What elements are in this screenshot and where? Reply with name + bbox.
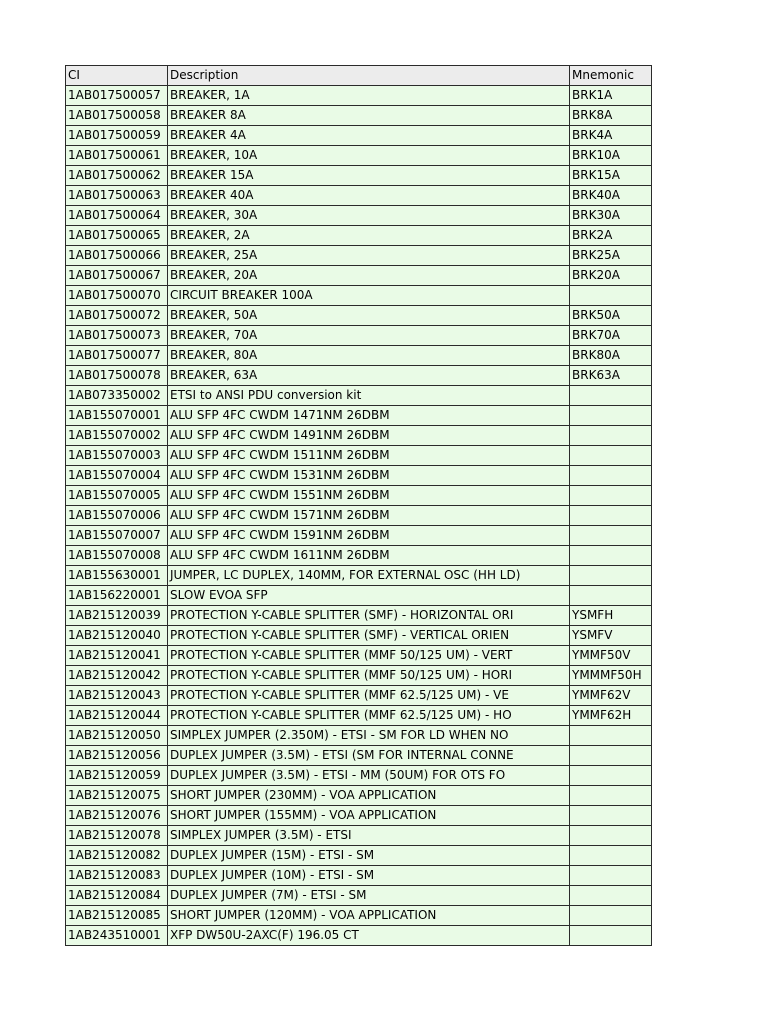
cell-description: XFP DW50U-2AXC(F) 196.05 CT [168,926,570,946]
cell-mnemonic: BRK4A [570,126,652,146]
cell-ci: 1AB017500059 [66,126,168,146]
table-row [66,386,652,406]
cell-ci: 1AB017500065 [66,226,168,246]
cell-description: BREAKER, 1A [168,86,570,106]
cell-mnemonic: YMMF50V [570,646,652,666]
table-row [66,646,652,666]
cell-description: BREAKER, 70A [168,326,570,346]
cell-ci: 1AB215120085 [66,906,168,926]
cell-description: PROTECTION Y-CABLE SPLITTER (SMF) - HORIZONTAL ORI [168,606,570,626]
cell-ci: 1AB017500077 [66,346,168,366]
table-row [66,266,652,286]
table-row [66,626,652,646]
cell-ci: 1AB017500062 [66,166,168,186]
column-header-ci: CI [66,66,168,86]
cell-description: BREAKER, 80A [168,346,570,366]
table-row [66,486,652,506]
cell-description: PROTECTION Y-CABLE SPLITTER (SMF) - VERTICAL ORIEN [168,626,570,646]
cell-mnemonic [570,566,652,586]
cell-mnemonic: BRK2A [570,226,652,246]
cell-description: PROTECTION Y-CABLE SPLITTER (MMF 62.5/125 UM) - VE [168,686,570,706]
cell-mnemonic [570,786,652,806]
cell-description: BREAKER, 63A [168,366,570,386]
cell-mnemonic [570,526,652,546]
cell-description: ALU SFP 4FC CWDM 1491NM 26DBM [168,426,570,446]
cell-ci: 1AB215120043 [66,686,168,706]
cell-description: SHORT JUMPER (230MM) - VOA APPLICATION [168,786,570,806]
table-row [66,826,652,846]
cell-description: ALU SFP 4FC CWDM 1611NM 26DBM [168,546,570,566]
cell-mnemonic [570,386,652,406]
table-row [66,126,652,146]
cell-ci: 1AB073350002 [66,386,168,406]
cell-ci: 1AB215120076 [66,806,168,826]
table-row [66,566,652,586]
cell-ci: 1AB215120039 [66,606,168,626]
table-row [66,666,652,686]
cell-description: BREAKER, 10A [168,146,570,166]
cell-ci: 1AB155070008 [66,546,168,566]
cell-mnemonic [570,766,652,786]
table-row [66,766,652,786]
cell-ci: 1AB155070002 [66,426,168,446]
cell-ci: 1AB215120082 [66,846,168,866]
cell-mnemonic: BRK63A [570,366,652,386]
cell-mnemonic: YSMFH [570,606,652,626]
cell-description: BREAKER 4A [168,126,570,146]
cell-description: PROTECTION Y-CABLE SPLITTER (MMF 50/125 UM) - VERT [168,646,570,666]
cell-description: BREAKER, 30A [168,206,570,226]
cell-ci: 1AB215120083 [66,866,168,886]
cell-mnemonic [570,906,652,926]
cell-mnemonic [570,826,652,846]
cell-mnemonic [570,926,652,946]
parts-table [65,65,652,946]
cell-mnemonic: BRK25A [570,246,652,266]
cell-description: BREAKER, 2A [168,226,570,246]
table-row [66,886,652,906]
table-row [66,546,652,566]
cell-mnemonic [570,886,652,906]
cell-mnemonic [570,726,652,746]
cell-mnemonic [570,846,652,866]
cell-ci: 1AB215120041 [66,646,168,666]
cell-description: BREAKER 15A [168,166,570,186]
table-row [66,606,652,626]
table-row [66,426,652,446]
cell-mnemonic [570,466,652,486]
cell-ci: 1AB215120040 [66,626,168,646]
cell-description: JUMPER, LC DUPLEX, 140MM, FOR EXTERNAL OSC (HH LD) [168,566,570,586]
table-row [66,686,652,706]
table-row [66,246,652,266]
table-row [66,586,652,606]
cell-ci: 1AB017500078 [66,366,168,386]
cell-mnemonic [570,406,652,426]
cell-ci: 1AB017500061 [66,146,168,166]
cell-ci: 1AB155070007 [66,526,168,546]
cell-mnemonic [570,506,652,526]
cell-mnemonic: YMMF62H [570,706,652,726]
table-row [66,206,652,226]
cell-mnemonic [570,586,652,606]
cell-ci: 1AB017500070 [66,286,168,306]
cell-ci: 1AB017500067 [66,266,168,286]
cell-mnemonic: BRK8A [570,106,652,126]
cell-description: ALU SFP 4FC CWDM 1511NM 26DBM [168,446,570,466]
cell-description: CIRCUIT BREAKER 100A [168,286,570,306]
cell-mnemonic: BRK15A [570,166,652,186]
cell-mnemonic [570,486,652,506]
cell-ci: 1AB215120084 [66,886,168,906]
table-row [66,746,652,766]
cell-mnemonic [570,866,652,886]
cell-ci: 1AB017500057 [66,86,168,106]
column-header-description: Description [168,66,570,86]
cell-description: BREAKER 40A [168,186,570,206]
cell-mnemonic: BRK20A [570,266,652,286]
table-row [66,726,652,746]
cell-description: ALU SFP 4FC CWDM 1571NM 26DBM [168,506,570,526]
cell-ci: 1AB017500066 [66,246,168,266]
header-row [66,66,652,86]
table-row [66,806,652,826]
cell-description: BREAKER 8A [168,106,570,126]
table-row [66,86,652,106]
table-row [66,706,652,726]
cell-description: SIMPLEX JUMPER (3.5M) - ETSI [168,826,570,846]
cell-mnemonic: BRK40A [570,186,652,206]
cell-mnemonic [570,546,652,566]
cell-mnemonic [570,286,652,306]
table-row [66,286,652,306]
cell-description: SHORT JUMPER (155MM) - VOA APPLICATION [168,806,570,826]
cell-mnemonic [570,446,652,466]
cell-description: DUPLEX JUMPER (3.5M) - ETSI - MM (50UM) FOR OTS FO [168,766,570,786]
cell-ci: 1AB017500072 [66,306,168,326]
table-body [66,86,652,946]
cell-mnemonic: BRK30A [570,206,652,226]
cell-description: ALU SFP 4FC CWDM 1551NM 26DBM [168,486,570,506]
cell-ci: 1AB156220001 [66,586,168,606]
cell-mnemonic: YSMFV [570,626,652,646]
table-row [66,346,652,366]
cell-ci: 1AB215120075 [66,786,168,806]
cell-mnemonic: YMMF62V [570,686,652,706]
cell-ci: 1AB215120056 [66,746,168,766]
cell-description: SHORT JUMPER (120MM) - VOA APPLICATION [168,906,570,926]
table-row [66,186,652,206]
cell-ci: 1AB215120078 [66,826,168,846]
cell-ci: 1AB215120050 [66,726,168,746]
cell-mnemonic [570,746,652,766]
cell-ci: 1AB017500073 [66,326,168,346]
table-row [66,106,652,126]
cell-description: BREAKER, 20A [168,266,570,286]
table-header [66,66,652,86]
cell-ci: 1AB155070006 [66,506,168,526]
cell-ci: 1AB243510001 [66,926,168,946]
table-row [66,506,652,526]
table-row [66,786,652,806]
table-row [66,846,652,866]
table-row [66,306,652,326]
table-row [66,166,652,186]
cell-mnemonic: BRK80A [570,346,652,366]
cell-mnemonic: BRK50A [570,306,652,326]
table-row [66,926,652,946]
cell-description: DUPLEX JUMPER (7M) - ETSI - SM [168,886,570,906]
cell-description: ALU SFP 4FC CWDM 1471NM 26DBM [168,406,570,426]
table-row [66,466,652,486]
cell-ci: 1AB215120042 [66,666,168,686]
table-row [66,446,652,466]
cell-description: BREAKER, 25A [168,246,570,266]
cell-ci: 1AB155070001 [66,406,168,426]
cell-ci: 1AB017500064 [66,206,168,226]
cell-mnemonic: YMMMF50H [570,666,652,686]
table-row [66,526,652,546]
cell-description: DUPLEX JUMPER (10M) - ETSI - SM [168,866,570,886]
cell-description: PROTECTION Y-CABLE SPLITTER (MMF 50/125 UM) - HORI [168,666,570,686]
table-row [66,146,652,166]
table-row [66,326,652,346]
cell-description: ETSI to ANSI PDU conversion kit [168,386,570,406]
cell-ci: 1AB155070005 [66,486,168,506]
cell-ci: 1AB155070004 [66,466,168,486]
cell-mnemonic [570,806,652,826]
cell-ci: 1AB155630001 [66,566,168,586]
cell-description: SIMPLEX JUMPER (2.350M) - ETSI - SM FOR LD WHEN NO [168,726,570,746]
cell-description: ALU SFP 4FC CWDM 1591NM 26DBM [168,526,570,546]
cell-description: DUPLEX JUMPER (15M) - ETSI - SM [168,846,570,866]
cell-ci: 1AB017500063 [66,186,168,206]
cell-ci: 1AB017500058 [66,106,168,126]
cell-description: SLOW EVOA SFP [168,586,570,606]
cell-description: DUPLEX JUMPER (3.5M) - ETSI (SM FOR INTERNAL CONNE [168,746,570,766]
table-row [66,406,652,426]
cell-description: PROTECTION Y-CABLE SPLITTER (MMF 62.5/125 UM) - HO [168,706,570,726]
cell-mnemonic: BRK10A [570,146,652,166]
cell-ci: 1AB155070003 [66,446,168,466]
cell-description: BREAKER, 50A [168,306,570,326]
cell-mnemonic: BRK1A [570,86,652,106]
cell-mnemonic: BRK70A [570,326,652,346]
cell-mnemonic [570,426,652,446]
cell-ci: 1AB215120059 [66,766,168,786]
table-row [66,226,652,246]
cell-ci: 1AB215120044 [66,706,168,726]
table-row [66,906,652,926]
table-row [66,366,652,386]
column-header-mnemonic: Mnemonic [570,66,652,86]
cell-description: ALU SFP 4FC CWDM 1531NM 26DBM [168,466,570,486]
table-row [66,866,652,886]
